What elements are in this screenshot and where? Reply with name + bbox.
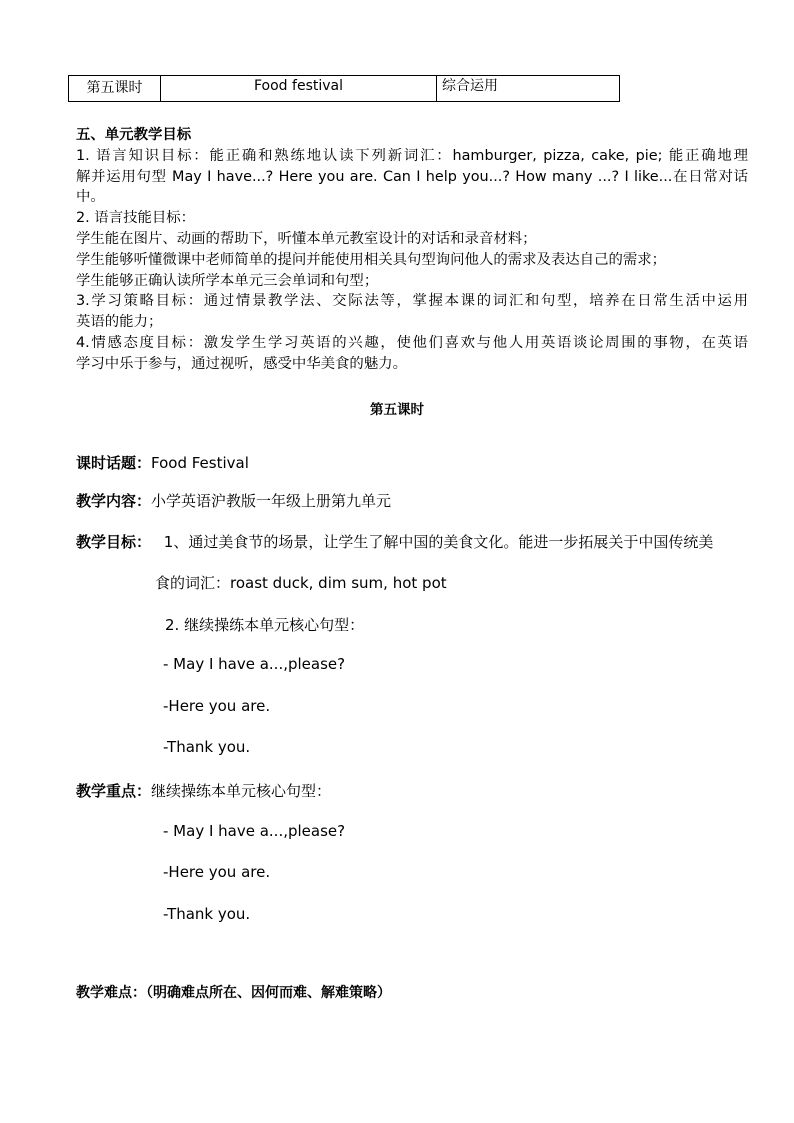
goal-line: 学生能够听懂微课中老师简单的提问并能使用相关具句型询问他人的需求及表达自己的需求； <box>76 251 667 268</box>
topic-label: 课时话题： <box>76 454 152 472</box>
topic-row <box>76 452 249 473</box>
objectives-line-1: 1、通过美食节的场景，让学生了解中国的美食文化。能进一步拓展关于中国传统美 <box>163 533 714 551</box>
objectives-line-2: 食的词汇：roast duck, dim sum, hot pot <box>155 574 447 592</box>
table-cell-topic: Food festival <box>161 76 437 101</box>
goal-line: 1. 语言知识目标：能正确和熟练地认读下列新词汇：hamburger, pizza, cake, pie; 能正确地理 <box>76 147 748 164</box>
unit-goals-section <box>76 125 748 375</box>
lesson-table <box>68 75 620 102</box>
objectives-row <box>76 531 748 552</box>
goal-line: 2. 语言技能目标： <box>76 210 196 227</box>
key-point-sentence: -Here you are. <box>163 863 271 881</box>
goal-line: 4.情感态度目标：激发学生学习英语的兴趣，使他们喜欢与他人用英语谈论周围的事物，在英语 <box>76 334 748 351</box>
objective-sentence: -Here you are. <box>163 697 271 715</box>
table-cell-type: 综合运用 <box>442 78 498 94</box>
difficulties-label: 教学难点： <box>76 985 146 1001</box>
objectives-label: 教学目标： <box>76 533 152 551</box>
objective-sentence: -Thank you. <box>163 738 251 756</box>
difficulties-row <box>76 982 391 1002</box>
goal-line: 解并运用句型 May I have...? Here you are. Can I help you...? How many ...? I like...在日常对话 <box>76 168 748 185</box>
content-label: 教学内容： <box>76 492 152 510</box>
goal-line: 英语的能力； <box>76 314 163 331</box>
goal-line: 中。 <box>76 189 105 206</box>
lesson-title: 第五课时 <box>370 402 424 418</box>
key-point-sentence: - May I have a...,please? <box>163 822 346 840</box>
objective-sentence: - May I have a...,please? <box>163 655 346 673</box>
key-points-value: 继续操练本单元核心句型： <box>151 782 332 800</box>
content-value: 小学英语沪教版一年级上册第九单元 <box>151 492 392 510</box>
content-row <box>76 490 391 511</box>
key-points-label: 教学重点： <box>76 782 152 800</box>
objectives-line-3: 2. 继续操练本单元核心句型： <box>165 616 365 634</box>
goal-line: 3.学习策略目标：通过情景教学法、交际法等，掌握本课的词汇和句型，培养在日常生活中运用 <box>76 293 748 310</box>
topic-value: Food Festival <box>151 454 249 472</box>
table-cell-lesson: 第五课时 <box>69 76 161 101</box>
key-points-row <box>76 780 331 801</box>
goal-line: 学生能在图片、动画的帮助下，听懂本单元教室设计的对话和录音材料； <box>76 230 537 247</box>
unit-goals-heading: 五、单元教学目标 <box>76 127 192 143</box>
goal-line: 学习中乐于参与，通过视听，感受中华美食的魅力。 <box>76 355 407 372</box>
difficulties-value: （明确难点所在、因何而难、解难策略） <box>146 985 391 1001</box>
goal-line: 学生能够正确认读所学本单元三会单词和句型； <box>76 272 379 289</box>
key-point-sentence: -Thank you. <box>163 905 251 923</box>
